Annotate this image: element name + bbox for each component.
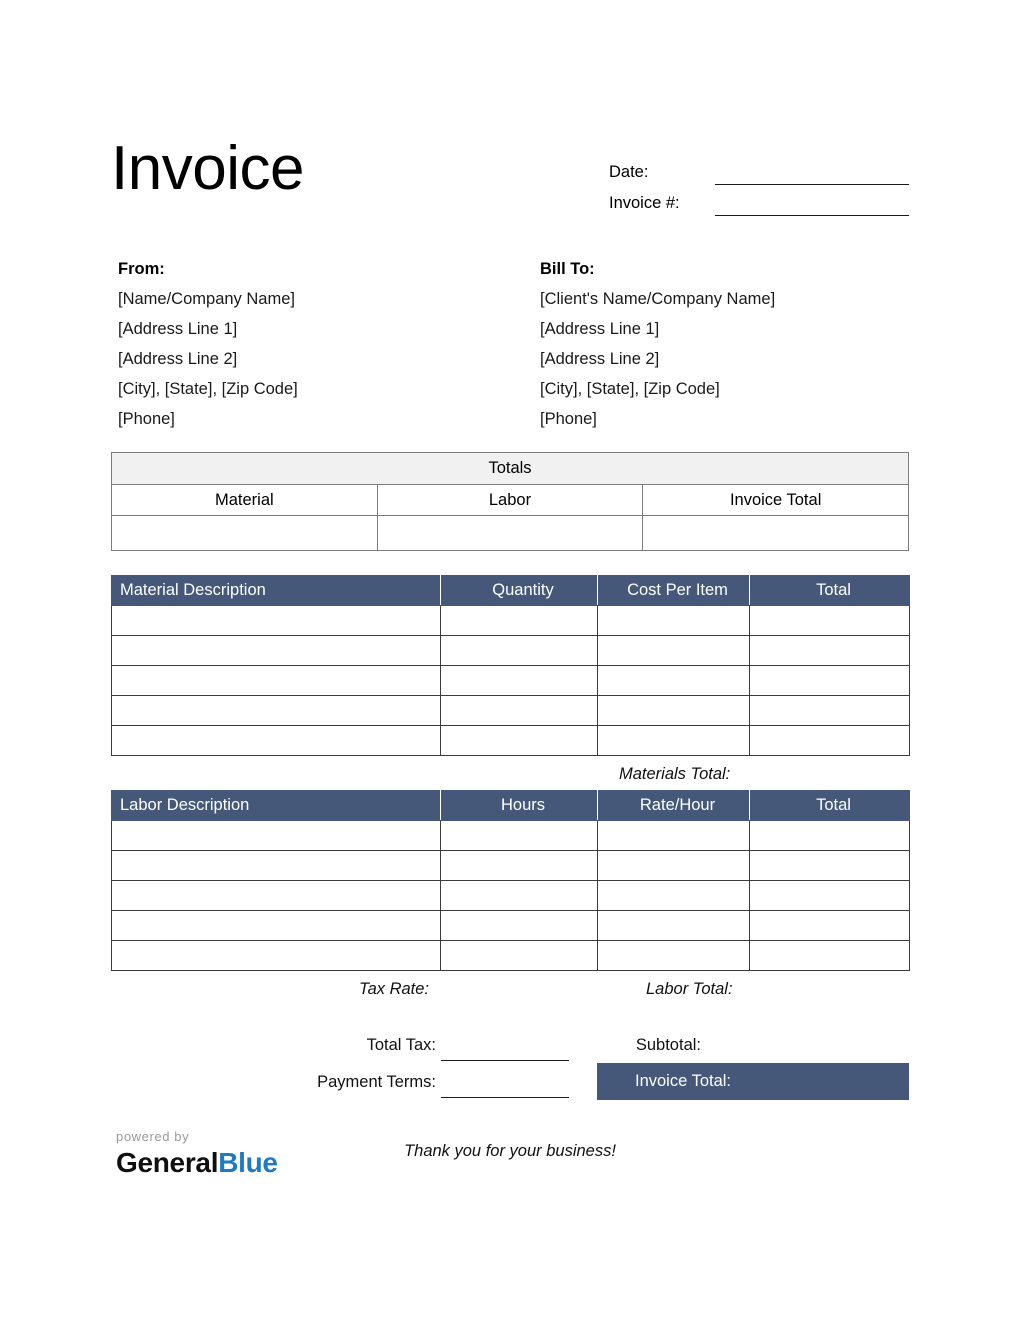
totals-value-invoice-total[interactable] <box>643 516 909 551</box>
table-row <box>112 636 910 666</box>
table-row <box>112 666 910 696</box>
material-cell-description[interactable] <box>112 726 441 756</box>
materials-total-row <box>111 765 909 789</box>
labor-cell-description[interactable] <box>112 941 441 971</box>
totals-summary-heading-row <box>112 453 909 485</box>
invoice-number-input[interactable] <box>715 194 909 216</box>
totals-summary-value-row <box>112 516 909 551</box>
bill-to-line-2[interactable]: [Address Line 1] <box>540 320 660 338</box>
table-row <box>112 696 910 726</box>
invoice-meta <box>609 154 909 216</box>
materials-total-label: Materials Total: <box>619 765 731 783</box>
table-row <box>112 881 910 911</box>
bill-to-column <box>540 254 910 434</box>
labor-col-description: Labor Description <box>112 791 441 821</box>
material-col-cost-per-item: Cost Per Item <box>598 576 750 606</box>
table-row <box>112 911 910 941</box>
labor-cell-rate[interactable] <box>598 941 750 971</box>
invoice-total-box[interactable] <box>597 1063 909 1100</box>
brand-blue: Blue <box>218 1147 278 1178</box>
totals-col-labor: Labor <box>377 485 643 516</box>
payment-terms-label: Payment Terms: <box>317 1073 436 1091</box>
powered-by-label: powered by <box>116 1129 190 1144</box>
date-row <box>609 154 909 185</box>
labor-col-total: Total <box>750 791 910 821</box>
totals-summary-table <box>111 452 909 551</box>
material-cell-description[interactable] <box>112 696 441 726</box>
subtotal-label: Subtotal: <box>635 1036 701 1054</box>
labor-cell-description[interactable] <box>112 821 441 851</box>
total-tax-label: Total Tax: <box>366 1036 436 1054</box>
material-col-quantity: Quantity <box>441 576 598 606</box>
material-cell-quantity[interactable] <box>441 666 598 696</box>
bill-to-label: Bill To: <box>540 260 595 278</box>
labor-cell-hours[interactable] <box>441 821 598 851</box>
total-tax-input[interactable] <box>441 1060 569 1061</box>
labor-cell-total[interactable] <box>750 941 910 971</box>
material-cell-description[interactable] <box>112 606 441 636</box>
from-line-5[interactable]: [Phone] <box>118 410 175 428</box>
date-input[interactable] <box>715 163 909 185</box>
labor-cell-total[interactable] <box>750 911 910 941</box>
bottom-totals <box>111 1032 909 1112</box>
labor-cell-hours[interactable] <box>441 851 598 881</box>
invoice-number-row <box>609 185 909 216</box>
labor-cell-hours[interactable] <box>441 911 598 941</box>
labor-cell-total[interactable] <box>750 851 910 881</box>
material-cell-cost[interactable] <box>598 726 750 756</box>
thank-you-message: Thank you for your business! <box>404 1142 616 1160</box>
labor-cell-description[interactable] <box>112 881 441 911</box>
material-cell-cost[interactable] <box>598 606 750 636</box>
labor-cell-rate[interactable] <box>598 851 750 881</box>
material-cell-total[interactable] <box>750 726 910 756</box>
invoice-number-label: Invoice #: <box>609 194 680 212</box>
material-cell-total[interactable] <box>750 696 910 726</box>
material-cell-quantity[interactable] <box>441 606 598 636</box>
from-line-4[interactable]: [City], [State], [Zip Code] <box>118 380 298 398</box>
date-label: Date: <box>609 163 649 181</box>
table-row <box>112 726 910 756</box>
material-header-row <box>112 576 910 606</box>
material-cell-cost[interactable] <box>598 696 750 726</box>
labor-cell-total[interactable] <box>750 881 910 911</box>
table-row <box>112 851 910 881</box>
bill-to-line-1[interactable]: [Client's Name/Company Name] <box>540 290 776 308</box>
invoice-footer <box>111 1128 909 1198</box>
invoice-header <box>111 132 909 232</box>
invoice-total-label: Invoice Total: <box>635 1072 732 1090</box>
payment-terms-input[interactable] <box>441 1097 569 1098</box>
labor-cell-rate[interactable] <box>598 821 750 851</box>
labor-col-rate-per-hour: Rate/Hour <box>598 791 750 821</box>
labor-col-hours: Hours <box>441 791 598 821</box>
totals-col-invoice-total: Invoice Total <box>643 485 909 516</box>
table-row <box>112 821 910 851</box>
material-cell-quantity[interactable] <box>441 696 598 726</box>
totals-col-material: Material <box>112 485 378 516</box>
brand-general: General <box>116 1147 219 1178</box>
labor-total-row <box>111 980 909 1004</box>
labor-total-label: Labor Total: <box>646 980 733 998</box>
totals-value-labor[interactable] <box>377 516 643 551</box>
material-cell-cost[interactable] <box>598 636 750 666</box>
labor-cell-description[interactable] <box>112 851 441 881</box>
labor-cell-hours[interactable] <box>441 941 598 971</box>
from-column <box>118 254 540 434</box>
material-col-total: Total <box>750 576 910 606</box>
material-cell-total[interactable] <box>750 666 910 696</box>
bill-to-line-3[interactable]: [Address Line 2] <box>540 350 660 368</box>
from-label: From: <box>118 260 165 278</box>
from-line-2[interactable]: [Address Line 1] <box>118 320 238 338</box>
material-table <box>111 575 910 756</box>
material-cell-total[interactable] <box>750 636 910 666</box>
labor-cell-description[interactable] <box>112 911 441 941</box>
labor-cell-rate[interactable] <box>598 881 750 911</box>
labor-table <box>111 790 910 971</box>
bill-to-line-4[interactable]: [City], [State], [Zip Code] <box>540 380 720 398</box>
material-cell-quantity[interactable] <box>441 726 598 756</box>
labor-cell-rate[interactable] <box>598 911 750 941</box>
material-col-description: Material Description <box>112 576 441 606</box>
tax-rate-label: Tax Rate: <box>359 980 430 998</box>
labor-cell-hours[interactable] <box>441 881 598 911</box>
bill-to-line-5[interactable]: [Phone] <box>540 410 597 428</box>
labor-cell-total[interactable] <box>750 821 910 851</box>
from-line-3[interactable]: [Address Line 2] <box>118 350 238 368</box>
material-cell-quantity[interactable] <box>441 636 598 666</box>
address-block <box>118 254 910 434</box>
material-cell-description[interactable] <box>112 666 441 696</box>
page-title: Invoice <box>111 134 304 203</box>
material-cell-cost[interactable] <box>598 666 750 696</box>
table-row <box>112 606 910 636</box>
totals-value-material[interactable] <box>112 516 378 551</box>
totals-summary-column-row <box>112 485 909 516</box>
labor-header-row <box>112 791 910 821</box>
material-cell-total[interactable] <box>750 606 910 636</box>
from-line-1[interactable]: [Name/Company Name] <box>118 290 295 308</box>
totals-heading: Totals <box>112 453 909 485</box>
table-row <box>112 941 910 971</box>
material-cell-description[interactable] <box>112 636 441 666</box>
